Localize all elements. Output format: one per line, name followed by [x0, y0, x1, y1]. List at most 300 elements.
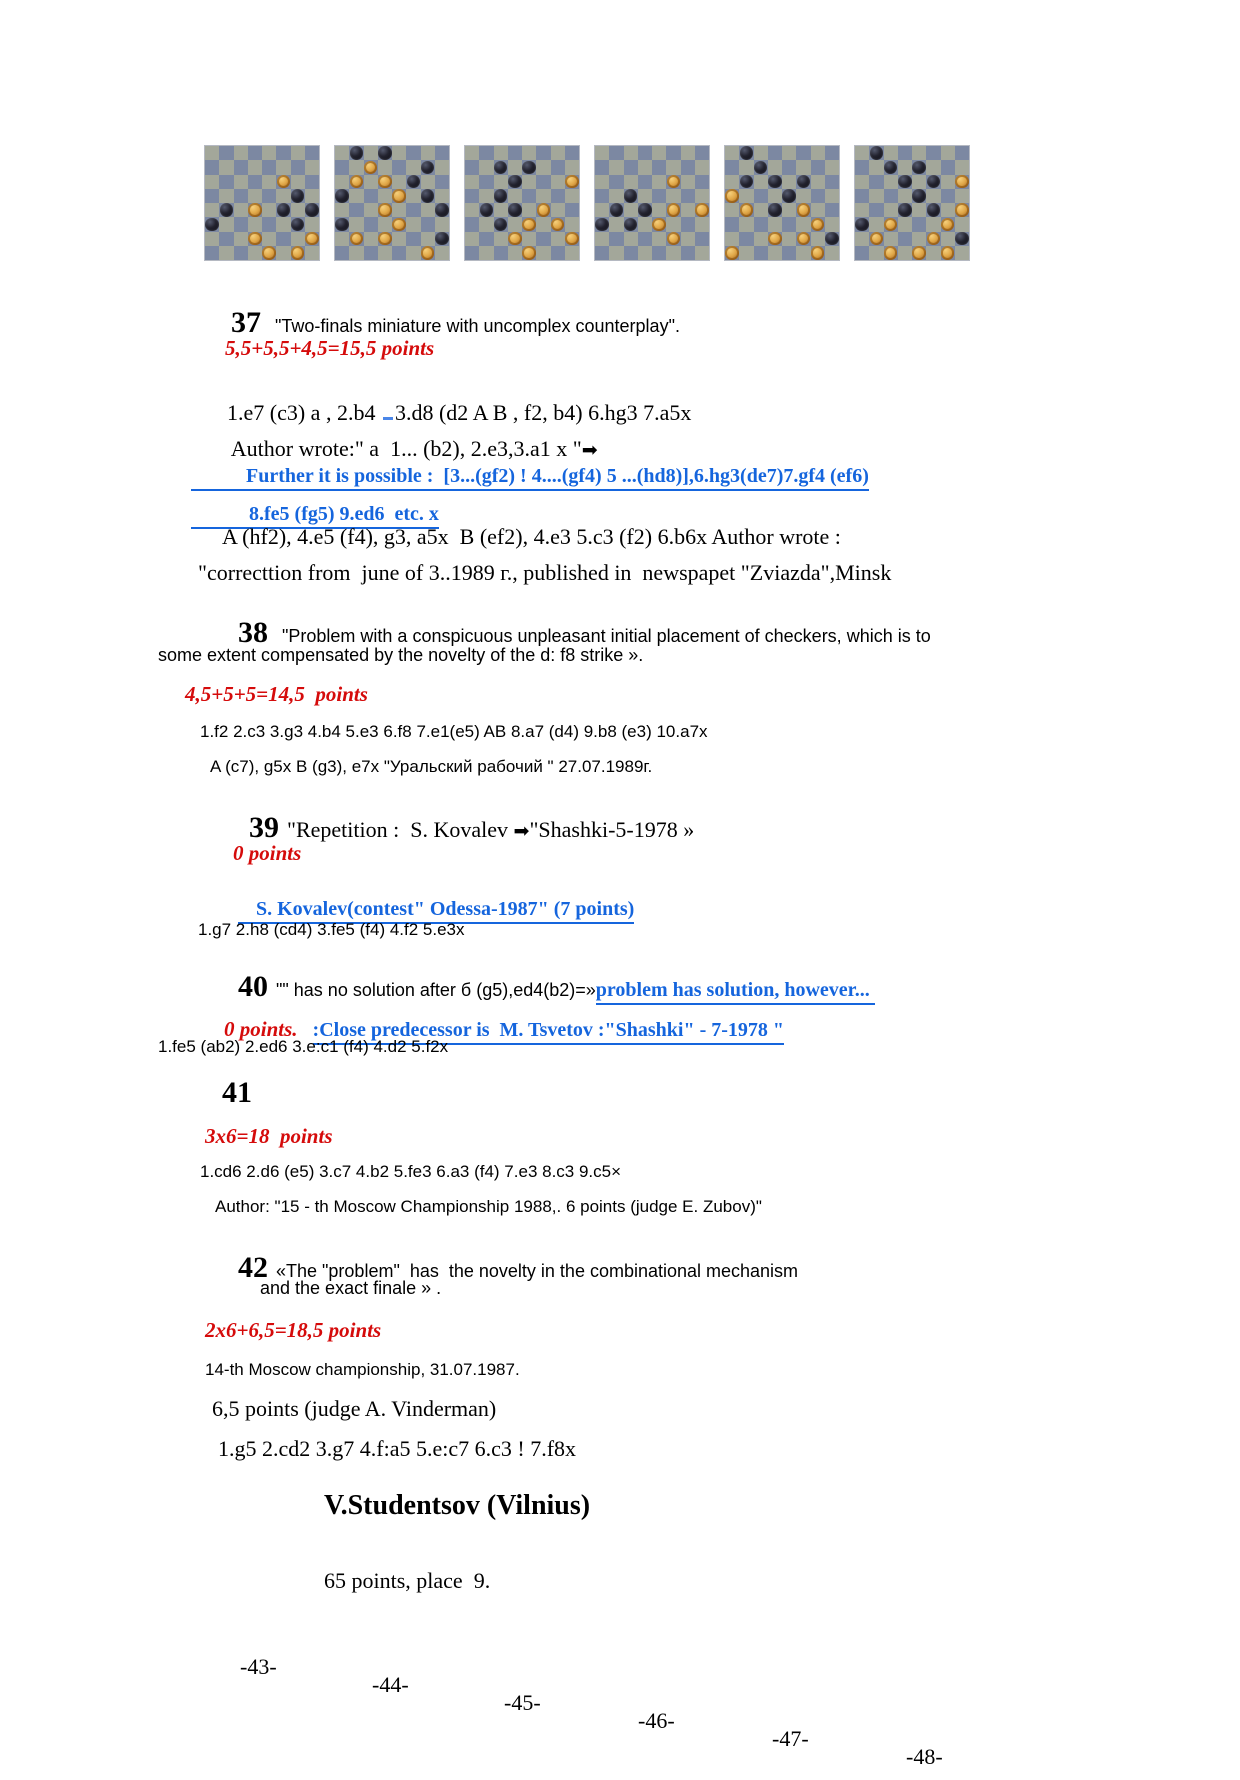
- board-cell: [291, 232, 305, 246]
- board-cell: [421, 175, 435, 189]
- board-cell: [234, 203, 248, 217]
- board-cell: [624, 232, 638, 246]
- board-cell: [364, 175, 378, 189]
- board-cell: [508, 246, 522, 260]
- black-checker-piece: [768, 203, 781, 216]
- black-checker-piece: [378, 146, 391, 159]
- board-cell: [884, 232, 898, 246]
- problem-37-title: "Two-finals miniature with uncomplex counterplay".: [275, 316, 680, 336]
- board-cell: [565, 189, 579, 203]
- board-cell: [652, 232, 666, 246]
- board-cell: [926, 146, 940, 160]
- board-cell: [364, 217, 378, 231]
- board-cell: [725, 232, 739, 246]
- board-cell: [666, 246, 680, 260]
- board-cell: [796, 217, 810, 231]
- board-cell: [494, 203, 508, 217]
- board-cell: [205, 232, 219, 246]
- board-cell: [638, 146, 652, 160]
- board-cell: [855, 232, 869, 246]
- board-cell: [695, 246, 709, 260]
- white-checker-piece: [378, 203, 391, 216]
- board-cell: [234, 232, 248, 246]
- board-cell: [638, 189, 652, 203]
- board-cell: [392, 246, 406, 260]
- board-cell: [739, 246, 753, 260]
- board-cell: [941, 146, 955, 160]
- board-cell: [681, 175, 695, 189]
- problem-39-moves: 1.g7 2.h8 (cd4) 3.fe5 (f4) 4.f2 5.e3x: [198, 920, 465, 939]
- board-cell: [565, 160, 579, 174]
- problem-37-variants: A (hf2), 4.e5 (f4), g3, a5x B (ef2), 4.e3 5.c3 (f2) 6.b6x Author wrote :: [222, 524, 841, 549]
- checkers-board-3: [465, 146, 579, 260]
- problem-39-number: 39: [249, 811, 279, 844]
- board-cell: [479, 160, 493, 174]
- board-cell: [595, 160, 609, 174]
- board-cell: [725, 146, 739, 160]
- board-cell: [551, 246, 565, 260]
- black-checker-piece: [494, 189, 507, 202]
- board-cell: [234, 146, 248, 160]
- board-cell: [595, 232, 609, 246]
- board-cell: [754, 217, 768, 231]
- board-cell: [378, 189, 392, 203]
- white-checker-piece: [884, 246, 897, 259]
- white-checker-piece: [392, 189, 405, 202]
- board-cell: [725, 217, 739, 231]
- board-cell: [276, 146, 290, 160]
- board-cell: [811, 189, 825, 203]
- board-cell: [248, 175, 262, 189]
- board-cell: [494, 146, 508, 160]
- board-cell: [219, 175, 233, 189]
- board-cell: [681, 189, 695, 203]
- black-checker-piece: [508, 203, 521, 216]
- board-cell: [926, 189, 940, 203]
- board-cell: [421, 232, 435, 246]
- board-cell: [739, 160, 753, 174]
- board-cell: [754, 189, 768, 203]
- board-cell: [551, 160, 565, 174]
- board-cell: [855, 203, 869, 217]
- black-checker-piece: [870, 146, 883, 159]
- white-checker-piece: [740, 203, 753, 216]
- board-cell: [248, 246, 262, 260]
- board-cell: [725, 203, 739, 217]
- checkers-board-5: [725, 146, 839, 260]
- board-cell: [609, 175, 623, 189]
- board-cell: [479, 189, 493, 203]
- board-cell: [609, 160, 623, 174]
- board-cell: [248, 189, 262, 203]
- board-cell: [335, 232, 349, 246]
- board-cell: [392, 232, 406, 246]
- problem-37-author-text: Author wrote:" a 1... (b2), 2.e3,3.a1 x ": [230, 436, 582, 461]
- board-cell: [435, 189, 449, 203]
- board-cell: [782, 232, 796, 246]
- black-checker-piece: [205, 218, 218, 231]
- white-checker-piece: [305, 232, 318, 245]
- problem-40-blue-text[interactable]: problem has solution, however...: [596, 979, 875, 1005]
- white-checker-piece: [508, 232, 521, 245]
- board-cell: [926, 246, 940, 260]
- problem-41-moves: 1.cd6 2.d6 (e5) 3.c7 4.b2 5.fe3 6.a3 (f4) 7.e3 8.c3 9.c5×: [200, 1162, 622, 1181]
- board-cell: [595, 146, 609, 160]
- board-cell: [825, 217, 839, 231]
- board-cell: [638, 217, 652, 231]
- board-cell: [349, 217, 363, 231]
- board-cell: [392, 203, 406, 217]
- board-cell: [695, 232, 709, 246]
- page-number: -47-: [772, 1726, 809, 1751]
- board-cell: [955, 217, 969, 231]
- black-checker-piece: [421, 189, 434, 202]
- board-cell: [291, 160, 305, 174]
- black-checker-piece: [610, 203, 623, 216]
- board-cell: [912, 203, 926, 217]
- board-cell: [825, 175, 839, 189]
- board-cell: [435, 146, 449, 160]
- board-cell: [465, 160, 479, 174]
- board-cell: [364, 232, 378, 246]
- board-cell: [811, 232, 825, 246]
- problem-37-moves-a: 1.e7 (c3) a , 2.b4: [227, 400, 381, 425]
- checkers-board-2: [335, 146, 449, 260]
- board-cell: [522, 203, 536, 217]
- board-cell: [638, 232, 652, 246]
- board-cell: [624, 146, 638, 160]
- white-checker-piece: [725, 246, 738, 259]
- board-cell: [219, 217, 233, 231]
- board-cell: [652, 246, 666, 260]
- board-cell: [508, 189, 522, 203]
- board-cell: [652, 203, 666, 217]
- board-cell: [234, 246, 248, 260]
- board-cell: [884, 146, 898, 160]
- board-cell: [234, 217, 248, 231]
- board-cell: [205, 160, 219, 174]
- white-checker-piece: [537, 203, 550, 216]
- board-cell: [435, 175, 449, 189]
- board-cell: [595, 203, 609, 217]
- problem-41-author-note: Author: "15 - th Moscow Championship 1988,. 6 points (judge E. Zubov)": [215, 1197, 762, 1216]
- board-cell: [825, 189, 839, 203]
- board-cell: [739, 232, 753, 246]
- board-cell: [465, 189, 479, 203]
- board-cell: [869, 203, 883, 217]
- board-cell: [898, 146, 912, 160]
- board-cell: [609, 232, 623, 246]
- board-cell: [811, 203, 825, 217]
- board-cell: [695, 160, 709, 174]
- problem-37-blue-text-2[interactable]: 8.fe5 (fg5) 9.ed6 etc. x: [191, 503, 439, 529]
- board-cell: [508, 217, 522, 231]
- board-cell: [205, 189, 219, 203]
- problem-42-points: 2x6+6,5=18,5 points: [205, 1318, 382, 1342]
- board-cell: [551, 146, 565, 160]
- black-checker-piece: [782, 189, 795, 202]
- checkers-board-4: [595, 146, 709, 260]
- board-cell: [782, 246, 796, 260]
- checkers-board-1: [205, 146, 319, 260]
- board-cell: [768, 246, 782, 260]
- board-cell: [912, 232, 926, 246]
- board-cell: [768, 189, 782, 203]
- board-cell: [666, 160, 680, 174]
- problem-42-title-cont: and the exact finale » .: [260, 1278, 442, 1298]
- board-cell: [595, 189, 609, 203]
- board-cell: [782, 146, 796, 160]
- board-cell: [898, 160, 912, 174]
- board-cell: [276, 246, 290, 260]
- page-number: -43-: [240, 1654, 277, 1679]
- board-cell: [479, 217, 493, 231]
- board-cell: [681, 203, 695, 217]
- board-cell: [248, 160, 262, 174]
- problem-38-moves: 1.f2 2.c3 3.g3 4.b4 5.e3 6.f8 7.e1(e5) AB 8.a7 (d4) 9.b8 (e3) 10.a7x: [200, 722, 708, 741]
- problem-38-points: 4,5+5+5=14,5 points: [185, 682, 368, 706]
- white-checker-piece: [522, 218, 535, 231]
- board-cell: [335, 160, 349, 174]
- board-cell: [681, 146, 695, 160]
- board-cell: [652, 189, 666, 203]
- problem-37-correction: "correcttion from june of 3..1989 г., published in newspapet "Zviazda",Minsk: [198, 560, 892, 585]
- board-cell: [465, 246, 479, 260]
- board-cell: [435, 217, 449, 231]
- author-name-heading: V.Studentsov (Vilnius): [324, 1490, 591, 1521]
- problem-37-blue-text-1[interactable]: Further it is possible : [3...(gf2) ! 4....(gf4) 5 ...(hd8)],6.hg3(de7)7.gf4 (ef6): [191, 465, 869, 491]
- board-cell: [276, 232, 290, 246]
- board-cell: [364, 146, 378, 160]
- board-cell: [681, 217, 695, 231]
- board-cell: [796, 246, 810, 260]
- board-cell: [695, 217, 709, 231]
- black-checker-piece: [335, 189, 348, 202]
- board-cell: [406, 232, 420, 246]
- problem-40-predecessor-link[interactable]: :Close predecessor is M. Tsvetov :"Shashki" - 7-1978 ": [313, 1019, 784, 1045]
- board-cell: [681, 160, 695, 174]
- board-cell: [262, 232, 276, 246]
- board-cell: [941, 189, 955, 203]
- board-cell: [912, 175, 926, 189]
- board-cell: [796, 160, 810, 174]
- page-number: -46-: [638, 1708, 675, 1733]
- problem-41-points: 3x6=18 points: [205, 1124, 333, 1148]
- board-cell: [234, 175, 248, 189]
- board-cell: [565, 217, 579, 231]
- board-cell: [335, 203, 349, 217]
- board-cell: [595, 246, 609, 260]
- board-cell: [652, 160, 666, 174]
- page-number: -45-: [504, 1690, 541, 1715]
- board-cell: [262, 203, 276, 217]
- board-cell: [508, 146, 522, 160]
- problem-39-points: 0 points: [233, 841, 302, 865]
- board-cell: [898, 189, 912, 203]
- board-cell: [666, 189, 680, 203]
- board-cell: [234, 160, 248, 174]
- board-cell: [884, 189, 898, 203]
- board-cell: [855, 175, 869, 189]
- board-cell: [565, 146, 579, 160]
- board-cell: [335, 246, 349, 260]
- board-cell: [262, 189, 276, 203]
- board-cell: [638, 175, 652, 189]
- board-cell: [536, 175, 550, 189]
- problem-40-points: 0 points.: [224, 1017, 298, 1041]
- board-cell: [926, 160, 940, 174]
- board-cell: [406, 160, 420, 174]
- board-cell: [565, 203, 579, 217]
- board-cell: [624, 203, 638, 217]
- board-cell: [305, 175, 319, 189]
- board-cell: [335, 146, 349, 160]
- board-cell: [624, 246, 638, 260]
- board-cell: [406, 246, 420, 260]
- page-numbers-row: [0, 1636, 1240, 1780]
- board-cell: [941, 160, 955, 174]
- problem-38-title: "Problem with a conspicuous unpleasant initial placement of checkers, which is to: [282, 626, 931, 646]
- board-cell: [219, 232, 233, 246]
- board-cell: [305, 160, 319, 174]
- board-cell: [262, 160, 276, 174]
- black-checker-piece: [912, 161, 925, 174]
- white-checker-piece: [248, 232, 261, 245]
- white-checker-piece: [291, 246, 304, 259]
- problem-39-title-a: "Repetition : S. Kovalev: [287, 817, 514, 842]
- board-cell: [595, 175, 609, 189]
- board-cell: [522, 146, 536, 160]
- board-cell: [508, 160, 522, 174]
- board-cell: [349, 160, 363, 174]
- board-cell: [926, 217, 940, 231]
- board-cell: [479, 246, 493, 260]
- board-cell: [681, 246, 695, 260]
- black-checker-piece: [220, 203, 233, 216]
- board-cell: [234, 189, 248, 203]
- white-checker-piece: [811, 246, 824, 259]
- board-cell: [782, 203, 796, 217]
- board-cell: [652, 175, 666, 189]
- board-cell: [796, 146, 810, 160]
- board-cell: [898, 217, 912, 231]
- black-checker-piece: [898, 175, 911, 188]
- board-cell: [276, 217, 290, 231]
- problem-42-event: 14-th Moscow championship, 31.07.1987.: [205, 1360, 520, 1379]
- right-arrow-icon: ➡: [513, 820, 530, 842]
- board-cell: [754, 232, 768, 246]
- white-checker-piece: [522, 246, 535, 259]
- board-cell: [825, 146, 839, 160]
- board-cell: [205, 175, 219, 189]
- problem-37-number: 37: [231, 306, 261, 339]
- board-cell: [219, 146, 233, 160]
- board-cell: [884, 175, 898, 189]
- board-cell: [725, 175, 739, 189]
- problem-42-judge: 6,5 points (judge A. Vinderman): [212, 1396, 497, 1421]
- white-checker-piece: [941, 246, 954, 259]
- board-cell: [536, 189, 550, 203]
- black-checker-piece: [912, 189, 925, 202]
- board-cell: [494, 232, 508, 246]
- black-checker-piece: [638, 203, 651, 216]
- board-cell: [406, 203, 420, 217]
- board-cell: [364, 246, 378, 260]
- black-checker-piece: [522, 161, 535, 174]
- board-cell: [811, 160, 825, 174]
- board-cell: [754, 203, 768, 217]
- problem-40-number: 40: [238, 970, 268, 1003]
- board-cell: [305, 189, 319, 203]
- board-cell: [782, 160, 796, 174]
- board-cell: [652, 146, 666, 160]
- board-cell: [349, 203, 363, 217]
- problem-39-heading: [233, 793, 694, 863]
- board-cell: [666, 146, 680, 160]
- board-cell: [869, 175, 883, 189]
- board-cell: [219, 246, 233, 260]
- board-cell: [421, 203, 435, 217]
- white-checker-piece: [695, 203, 708, 216]
- white-checker-piece: [421, 246, 434, 259]
- white-checker-piece: [912, 246, 925, 259]
- board-cell: [941, 232, 955, 246]
- board-cell: [638, 160, 652, 174]
- board-cell: [565, 246, 579, 260]
- board-cell: [754, 175, 768, 189]
- board-cell: [421, 146, 435, 160]
- board-cell: [725, 160, 739, 174]
- board-cell: [262, 217, 276, 231]
- board-cell: [494, 175, 508, 189]
- black-checker-piece: [898, 203, 911, 216]
- problem-42-moves: 1.g5 2.cd2 3.g7 4.f:a5 5.e:c7 6.c3 ! 7.f8x: [218, 1436, 577, 1461]
- board-cell: [551, 175, 565, 189]
- board-cell: [392, 160, 406, 174]
- board-cell: [825, 203, 839, 217]
- board-cell: [479, 232, 493, 246]
- board-cell: [898, 246, 912, 260]
- board-cell: [305, 146, 319, 160]
- board-cell: [479, 146, 493, 160]
- board-cell: [205, 146, 219, 160]
- board-cell: [955, 160, 969, 174]
- board-cell: [609, 189, 623, 203]
- black-checker-piece: [335, 218, 348, 231]
- board-cell: [551, 189, 565, 203]
- board-cell: [754, 246, 768, 260]
- problem-39-title-b: "Shashki-5-1978 »: [529, 817, 695, 842]
- black-checker-piece: [480, 203, 493, 216]
- white-checker-piece: [262, 246, 275, 259]
- board-cell: [695, 146, 709, 160]
- board-cell: [796, 189, 810, 203]
- black-checker-piece: [740, 146, 753, 159]
- problem-39-blue-text[interactable]: S. Kovalev(contest" Odessa-1987" (7 points): [238, 898, 634, 924]
- page-number: -48-: [906, 1744, 943, 1769]
- black-checker-piece: [508, 175, 521, 188]
- board-cell: [768, 217, 782, 231]
- board-cell: [479, 175, 493, 189]
- board-cell: [536, 246, 550, 260]
- board-cell: [782, 175, 796, 189]
- board-cell: [335, 175, 349, 189]
- problem-37-points: 5,5+5,5+4,5=15,5 points: [225, 336, 435, 360]
- board-cell: [406, 146, 420, 160]
- board-cell: [624, 175, 638, 189]
- board-cell: [364, 203, 378, 217]
- board-cell: [855, 246, 869, 260]
